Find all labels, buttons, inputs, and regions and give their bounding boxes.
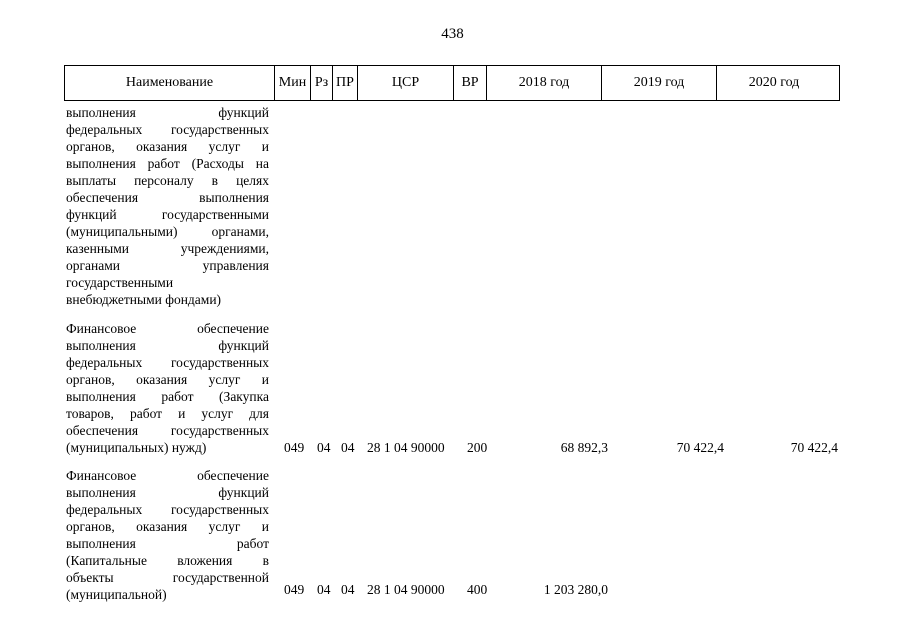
name-line: казенными учреждениями, (66, 241, 269, 256)
name-line: федеральных государственных (66, 122, 269, 137)
name-line: выплаты персоналу в целях (66, 173, 269, 188)
header-vr: ВР (454, 66, 487, 100)
name-line: органов, оказания услуг и (66, 519, 269, 534)
cell-2020: 70 422,4 (790, 440, 838, 455)
cell-2018: 1 203 280,0 (543, 582, 608, 597)
name-line: органами управления (66, 258, 269, 273)
name-line: Финансовое обеспечение (66, 321, 269, 336)
header-csr: ЦСР (358, 66, 454, 100)
cell-min: 049 (284, 582, 305, 597)
name-line: товаров, работ и услуг для (66, 406, 269, 421)
name-line: (муниципальных) нужд) (66, 440, 207, 455)
name-line: выполнения работ (66, 536, 269, 551)
cell-csr: 28 1 04 90000 (367, 582, 445, 597)
header-rz: Рз (311, 66, 333, 100)
cell-csr: 28 1 04 90000 (367, 440, 445, 455)
page-number: 438 (441, 26, 464, 42)
name-line: выполнения функций (66, 105, 269, 120)
name-line: объекты государственной (66, 570, 269, 585)
header-2020: 2020 год (748, 75, 800, 90)
cell-2019: 70 422,4 (676, 440, 724, 455)
name-line: государственными (66, 275, 174, 290)
row-name (66, 104, 269, 308)
cell-2018: 68 892,3 (560, 440, 608, 455)
cell-min: 049 (284, 440, 305, 455)
name-line: внебюджетными фондами) (66, 292, 222, 307)
name-line: органов, оказания услуг и (66, 372, 269, 387)
name-line: федеральных государственных (66, 502, 269, 517)
row-name (66, 467, 269, 603)
header-name: Наименование (65, 66, 275, 100)
name-line: (муниципальными) органами, (66, 224, 269, 239)
name-line: обеспечения выполнения (66, 190, 269, 205)
header-pr: ПР (333, 66, 358, 100)
header-min: Мин (275, 66, 311, 100)
name-line: обеспечения государственных (66, 423, 269, 438)
cell-rz: 04 (317, 440, 331, 455)
name-line: (Капитальные вложения в (66, 553, 269, 568)
cell-pr: 04 (341, 440, 355, 455)
name-line: выполнения работ (Расходы на (66, 156, 269, 171)
table-header (64, 65, 840, 101)
name-line: органов, оказания услуг и (66, 139, 269, 154)
cell-pr: 04 (341, 582, 355, 597)
name-line: выполнения работ (Закупка (66, 389, 269, 404)
cell-vr: 400 (467, 582, 488, 597)
row-name (66, 320, 269, 456)
name-line: федеральных государственных (66, 355, 269, 370)
header-2019: 2019 год (602, 66, 717, 100)
name-line: функций государственными (66, 207, 269, 222)
name-line: Финансовое обеспечение (66, 468, 269, 483)
cell-rz: 04 (317, 582, 331, 597)
cell-vr: 200 (467, 440, 488, 455)
header-2018: 2018 год (487, 66, 602, 100)
name-line: (муниципальной) (66, 587, 167, 602)
name-line: выполнения функций (66, 485, 269, 500)
name-line: выполнения функций (66, 338, 269, 353)
